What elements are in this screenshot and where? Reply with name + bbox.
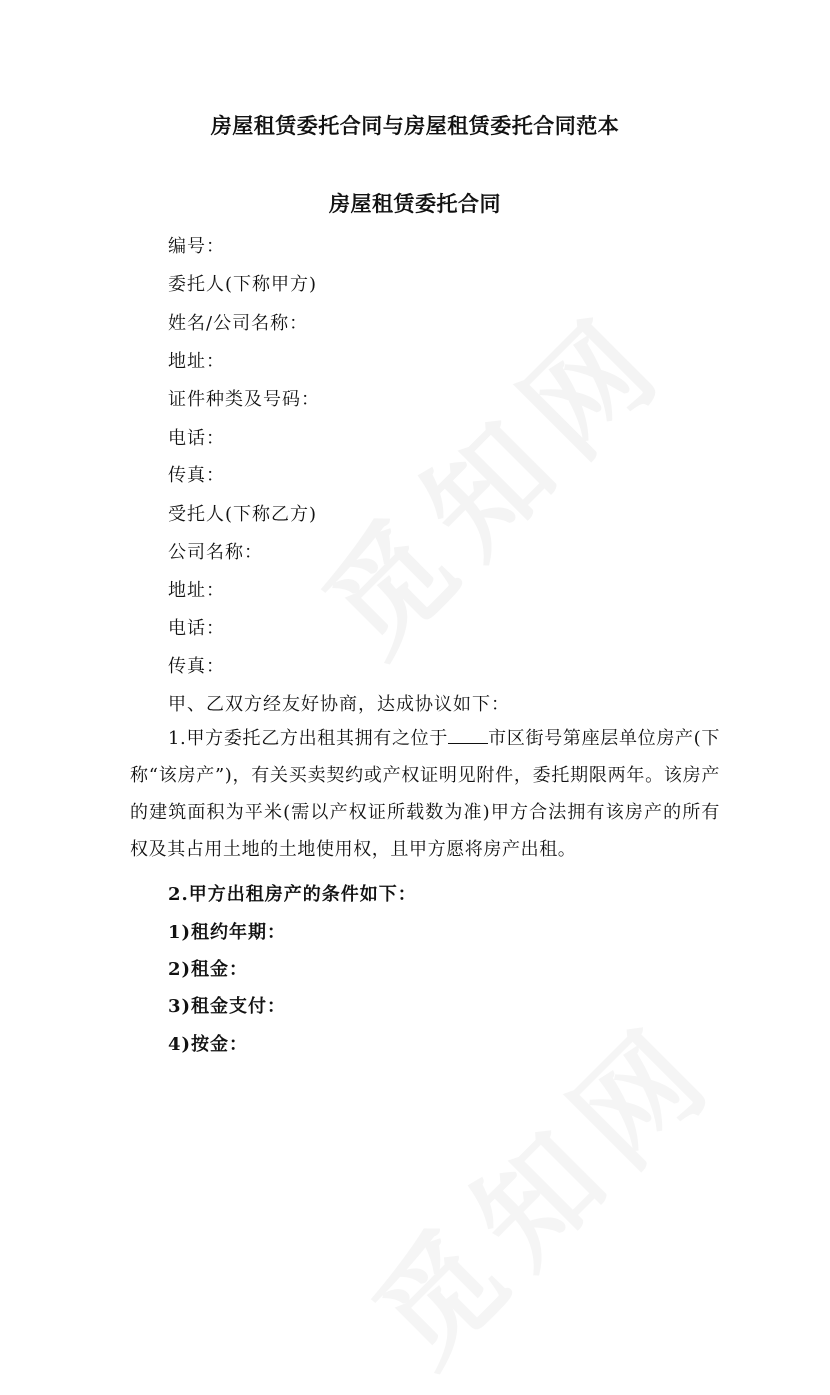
condition-lease-term: 1)租约年期： xyxy=(168,922,287,943)
field-phone-agent: 电话： xyxy=(168,618,225,639)
field-address-agent: 地址： xyxy=(168,580,225,601)
condition-rent: 2)租金： xyxy=(168,959,249,980)
clause-1-start: 1.甲方委托乙方出租其拥有之位于 xyxy=(168,728,449,749)
watermark xyxy=(331,977,750,1395)
field-id-type: 证件种类及号码： xyxy=(168,389,320,410)
field-fax: 传真： xyxy=(168,465,225,486)
sub-title: 房屋租赁委托合同 xyxy=(329,191,501,216)
condition-rent-payment: 3)租金支付： xyxy=(168,996,287,1017)
field-address: 地址： xyxy=(168,351,225,372)
clause-2-title: 2.甲方出租房产的条件如下： xyxy=(168,884,417,905)
clause-1-rest: 市区街号第座层单位房产(下称“该房产”)，有关买卖契约或产权证明见附件，委托期限两年。该房产的建筑面积为平米(需以产权证所载数为准)甲方合法拥有该房产的所有权及其占用土地的土地使用权，且甲方愿将房产出租。 xyxy=(130,728,720,860)
field-phone: 电话： xyxy=(168,428,225,449)
field-company-name: 公司名称： xyxy=(168,542,263,563)
blank-line xyxy=(448,727,488,744)
field-fax-agent: 传真： xyxy=(168,656,225,677)
field-number: 编号： xyxy=(168,236,225,257)
agreement-intro: 甲、乙双方经友好协商，达成协议如下： xyxy=(168,694,510,715)
clause-1 xyxy=(130,720,720,868)
main-title: 房屋租赁委托合同与房屋租赁委托合同范本 xyxy=(210,113,620,138)
field-principal: 委托人(下称甲方) xyxy=(168,274,318,295)
watermark xyxy=(281,267,700,686)
field-name-company: 姓名/公司名称： xyxy=(168,313,309,334)
condition-deposit: 4)按金： xyxy=(168,1034,249,1055)
field-agent: 受托人(下称乙方) xyxy=(168,504,318,525)
